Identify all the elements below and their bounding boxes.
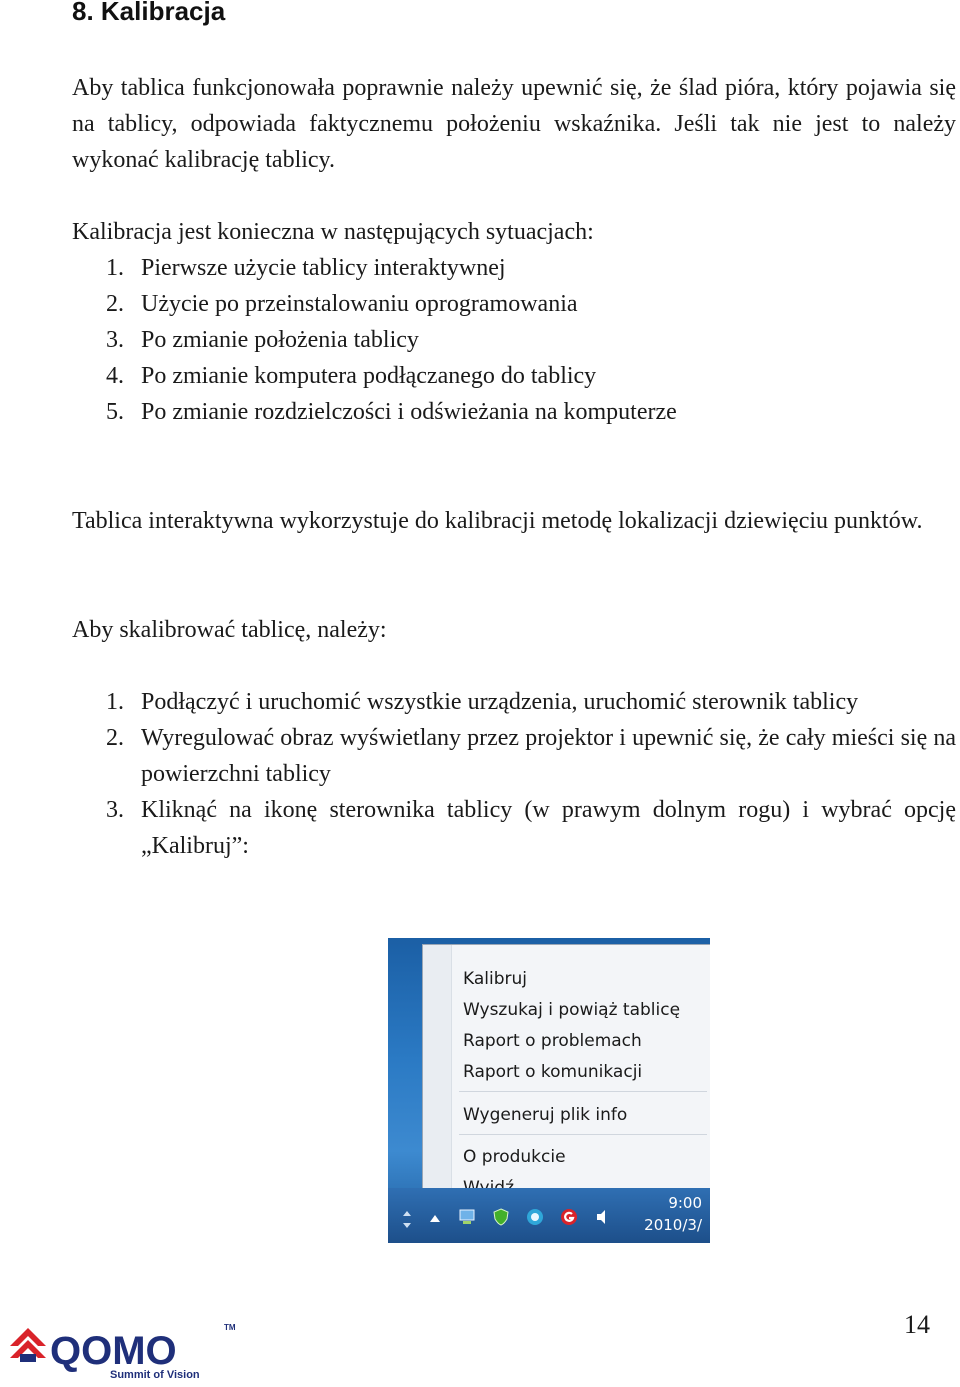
logo-wordmark: QOMO <box>50 1329 177 1373</box>
item-text: Wyregulować obraz wyświetlany przez projektor i upewnić się, że cały mieści się na powierzchni tablicy <box>141 725 956 787</box>
clock-date: 2010/3/ <box>644 1216 702 1234</box>
item-text: Po zmianie położenia tablicy <box>141 327 419 353</box>
item-text: Pierwsze użycie tablicy interaktywnej <box>141 255 506 281</box>
context-menu-screenshot <box>388 938 710 1243</box>
qomo-logo <box>6 1318 246 1382</box>
taskbar-clock[interactable] <box>644 1192 702 1236</box>
steps-intro: Aby skalibrować tablicę, należy: <box>72 617 387 643</box>
show-hidden-icons-icon[interactable] <box>428 1212 442 1224</box>
list-item <box>72 394 956 430</box>
logo-tagline: Summit of Vision <box>110 1369 200 1381</box>
item-number: 1. <box>106 689 124 715</box>
browser-icon[interactable] <box>526 1208 544 1226</box>
list-item <box>72 684 956 720</box>
method-paragraph: Tablica interaktywna wykorzystuje do kalibracji metodę lokalizacji dziewięciu punktów. <box>72 508 923 534</box>
item-number: 2. <box>106 291 124 317</box>
item-text: Użycie po przeinstalowaniu oprogramowania <box>141 291 578 317</box>
volume-icon[interactable] <box>594 1208 612 1226</box>
steps-list <box>72 684 956 864</box>
list-item <box>72 250 956 286</box>
whiteboard-driver-icon[interactable] <box>560 1208 578 1226</box>
logo-chevron-icon <box>10 1328 46 1362</box>
menu-item-kalibruj[interactable]: Kalibruj <box>463 969 527 989</box>
clock-time: 9:00 <box>668 1194 702 1212</box>
page-number: 14 <box>904 1310 930 1339</box>
item-text: Podłączyć i uruchomić wszystkie urządzenia, uruchomić sterownik tablicy <box>141 689 859 715</box>
list-item <box>72 322 956 358</box>
menu-item-search-link[interactable]: Wyszukaj i powiąż tablicę <box>463 1000 681 1020</box>
shield-icon[interactable] <box>492 1208 510 1226</box>
menu-separator <box>459 1134 707 1135</box>
taskbar <box>388 1188 710 1243</box>
menu-gutter <box>423 945 452 1189</box>
item-text: Po zmianie rozdzielczości i odświeżania na komputerze <box>141 399 677 425</box>
list-item <box>72 358 956 394</box>
situations-list <box>72 250 956 430</box>
network-icon[interactable] <box>458 1208 476 1226</box>
item-text: Kliknąć na ikonę sterownika tablicy (w prawym dolnym rogu) i wybrać opcję „Kalibruj”: <box>141 797 956 859</box>
list-item <box>72 720 956 792</box>
scroll-arrows-icon[interactable] <box>400 1208 414 1232</box>
list-item <box>72 286 956 322</box>
list-item <box>72 792 956 864</box>
item-text: Po zmianie komputera podłączanego do tablicy <box>141 363 597 389</box>
menu-separator <box>459 1091 707 1092</box>
item-number: 2. <box>106 725 124 751</box>
logo-trademark: TM <box>224 1323 236 1332</box>
item-number: 3. <box>106 797 124 823</box>
item-number: 3. <box>106 327 124 353</box>
intro-paragraph: Aby tablica funkcjonowała poprawnie należy upewnić się, że ślad pióra, który pojawia się na tablicy, odpowiada faktycznemu położeniu wskaźnika. Jeśli tak nie jest to należy wykonać kalibrację tablicy. <box>72 75 956 173</box>
item-number: 4. <box>106 363 124 389</box>
item-number: 5. <box>106 399 124 425</box>
item-number: 1. <box>106 255 124 281</box>
menu-item-communication-report[interactable]: Raport o komunikacji <box>463 1062 643 1082</box>
menu-item-about[interactable]: O produkcie <box>463 1147 566 1167</box>
section-heading: 8. Kalibracja <box>72 0 226 26</box>
menu-item-generate-info[interactable]: Wygeneruj plik info <box>463 1105 628 1125</box>
context-menu <box>422 944 710 1190</box>
menu-item-problem-report[interactable]: Raport o problemach <box>463 1031 642 1051</box>
situations-intro: Kalibracja jest konieczna w następujących sytuacjach: <box>72 219 594 245</box>
